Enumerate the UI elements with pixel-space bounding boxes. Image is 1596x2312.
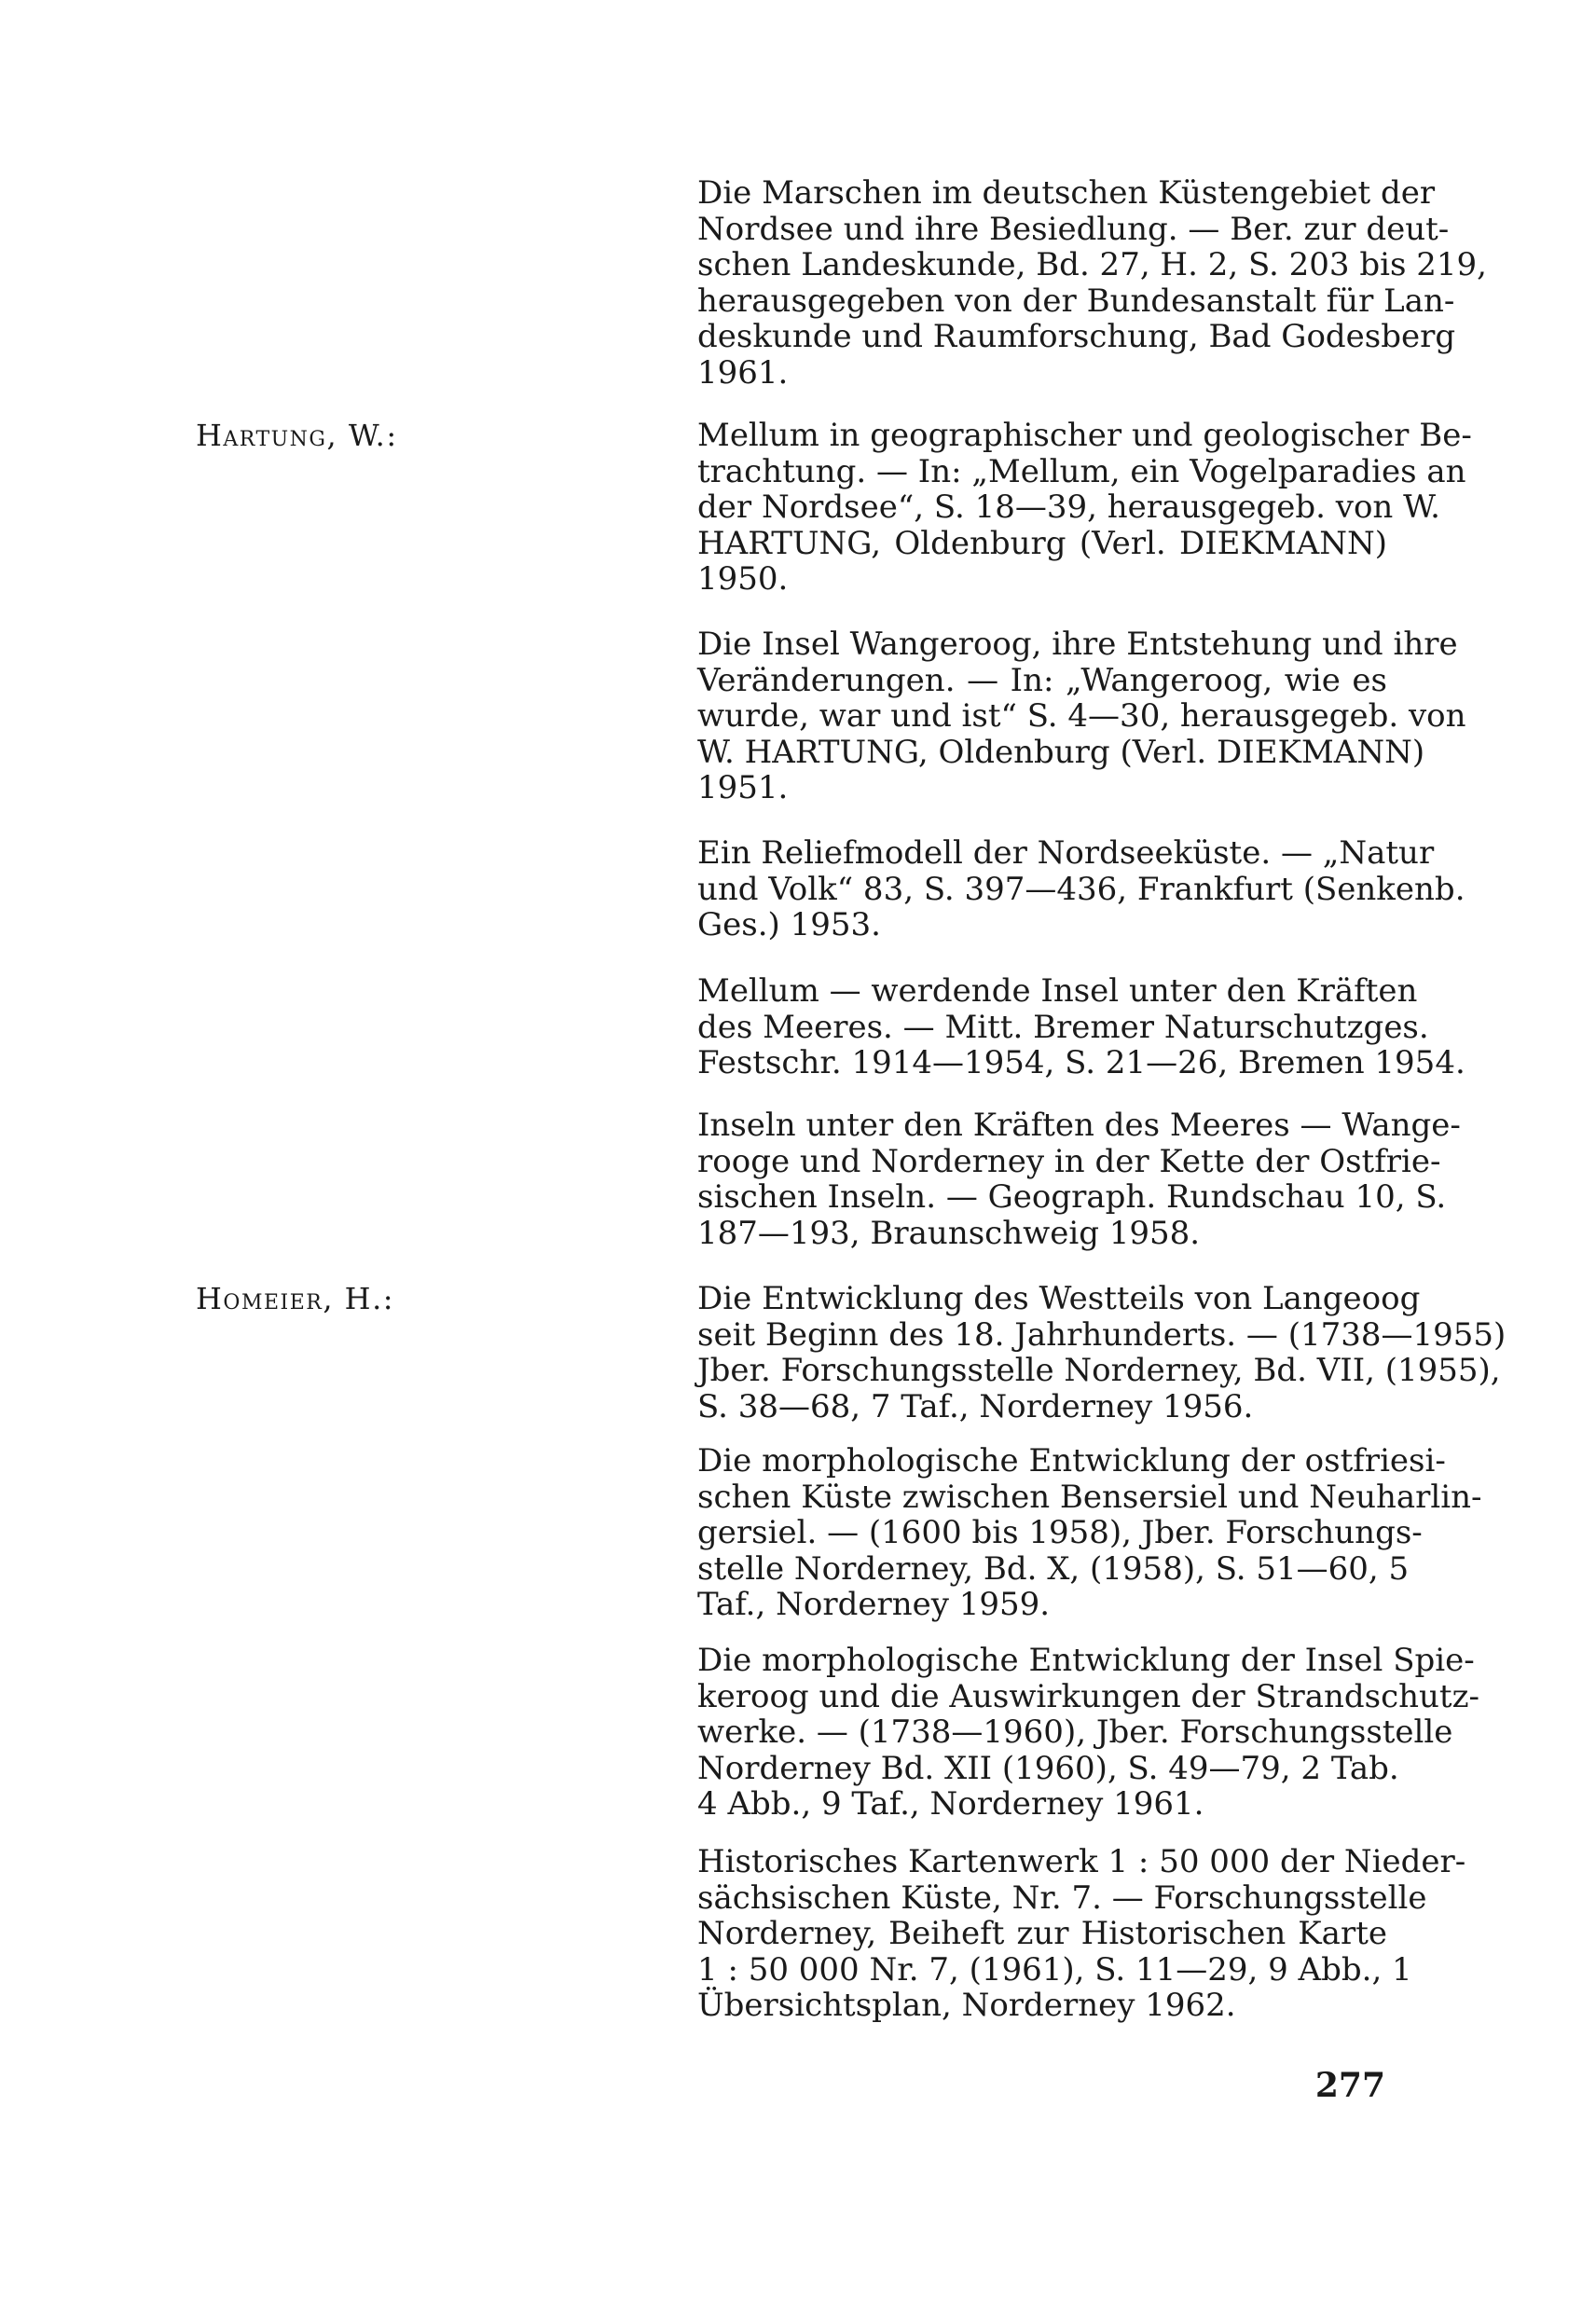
entry-line: Ein Reliefmodell der Nordseeküste. — „Natur [697, 834, 1435, 872]
entry-line: Jber. Forschungsstelle Norderney, Bd. VII, (1955), [697, 1352, 1501, 1390]
entry-line: des Meeres. — Mitt. Bremer Naturschutzges. [697, 1008, 1429, 1046]
entry-line: 4 Abb., 9 Taf., Norderney 1961. [697, 1785, 1204, 1823]
bibliography-entry [697, 972, 1465, 1082]
entry-line: W. HARTUNG, Oldenburg (Verl. DIEKMANN) [697, 733, 1425, 771]
entry-line: rooge und Norderney in der Kette der Ostfrie- [697, 1142, 1441, 1180]
bibliography-entry [697, 1280, 1507, 1425]
entry-line: seit Beginn des 18. Jahrhunderts. — (1738—1955) [697, 1315, 1507, 1354]
entry-line: der Nordsee“, S. 18—39, herausgegeb. von W. [697, 489, 1440, 527]
entry-line: schen Küste zwischen Bensersiel und Neuharlin- [697, 1478, 1482, 1516]
entry-line: Mellum in geographischer und geologischer Be- [697, 417, 1472, 454]
entry-line: Norderney, Beiheft zur Historischen Karte [697, 1915, 1387, 1953]
entry-line: Die morphologische Entwicklung der ostfriesi- [697, 1442, 1446, 1479]
entry-line: keroog und die Auswirkungen der Strandschutz- [697, 1677, 1479, 1715]
entry-line: wurde, war und ist“ S. 4—30, herausgegeb. von [697, 697, 1466, 736]
entry-line: Ges.) 1953. [697, 906, 881, 944]
entry-line: und Volk“ 83, S. 397—436, Frankfurt (Senkenb. [697, 870, 1465, 908]
bibliography-entry [697, 174, 1487, 392]
entry-line: Nordsee und ihre Besiedlung. — Ber. zur deut- [697, 210, 1450, 248]
entry-line: S. 38—68, 7 Taf., Norderney 1956. [697, 1387, 1254, 1425]
entry-line: Übersichtsplan, Norderney 1962. [697, 1987, 1236, 2025]
bibliography-entry [697, 626, 1466, 807]
entry-line: Taf., Norderney 1959. [697, 1586, 1051, 1624]
entry-line: Veränderungen. — In: „Wangeroog, wie es [697, 661, 1387, 699]
entry-line: Mellum — werdende Insel unter den Kräften [697, 972, 1418, 1010]
entry-line: sischen Inseln. — Geograph. Rundschau 10, S. [697, 1178, 1447, 1217]
entry-line: Historisches Kartenwerk 1 : 50 000 der Nieder- [697, 1843, 1466, 1880]
entry-line: sächsischen Küste, Nr. 7. — Forschungsstelle [697, 1878, 1427, 1917]
page-number: 277 [1314, 2066, 1385, 2105]
entry-line: HARTUNG, Oldenburg (Verl. DIEKMANN) [697, 524, 1387, 562]
bibliography-entry [697, 834, 1465, 944]
entry-line: werke. — (1738—1960), Jber. Forschungsstelle [697, 1713, 1453, 1752]
entry-line: Die morphologische Entwicklung der Insel Spie- [697, 1642, 1475, 1679]
entry-line: 187—193, Braunschweig 1958. [697, 1214, 1201, 1252]
entry-line: Inseln unter den Kräften des Meeres — Wange- [697, 1107, 1461, 1144]
entry-line: Festschr. 1914—1954, S. 21—26, Bremen 1954. [697, 1044, 1465, 1082]
bibliography-entry [697, 1442, 1482, 1624]
entry-line: 1950. [697, 560, 789, 599]
bibliography-entry [697, 417, 1472, 599]
entry-line: herausgegeben von der Bundesanstalt für Lan- [697, 282, 1455, 320]
author-heading: Hartung, W.: [196, 418, 398, 453]
entry-line: Die Marschen im deutschen Küstengebiet der [697, 174, 1436, 212]
entry-line: 1951. [697, 769, 789, 807]
author-heading: Homeier, H.: [196, 1281, 395, 1316]
bibliography-entry [697, 1642, 1479, 1823]
entry-line: Die Insel Wangeroog, ihre Entstehung und ihre [697, 626, 1458, 663]
entry-line: 1961. [697, 353, 789, 392]
bibliography-entry [697, 1843, 1466, 2025]
bibliography-entry [697, 1107, 1461, 1252]
entry-line: deskunde und Raumforschung, Bad Godesberg [697, 318, 1456, 356]
entry-line: trachtung. — In: „Mellum, ein Vogelparadies an [697, 452, 1466, 490]
entry-line: 1 : 50 000 Nr. 7, (1961), S. 11—29, 9 Abb., 1 [697, 1950, 1412, 1989]
entry-line: schen Landeskunde, Bd. 27, H. 2, S. 203 bis 219, [697, 246, 1487, 284]
entry-line: gersiel. — (1600 bis 1958), Jber. Forschungs- [697, 1514, 1423, 1552]
entry-line: stelle Norderney, Bd. X, (1958), S. 51—60, 5 [697, 1549, 1410, 1588]
entry-line: Norderney Bd. XII (1960), S. 49—79, 2 Tab. [697, 1749, 1399, 1787]
entry-line: Die Entwicklung des Westteils von Langeoog [697, 1280, 1421, 1317]
